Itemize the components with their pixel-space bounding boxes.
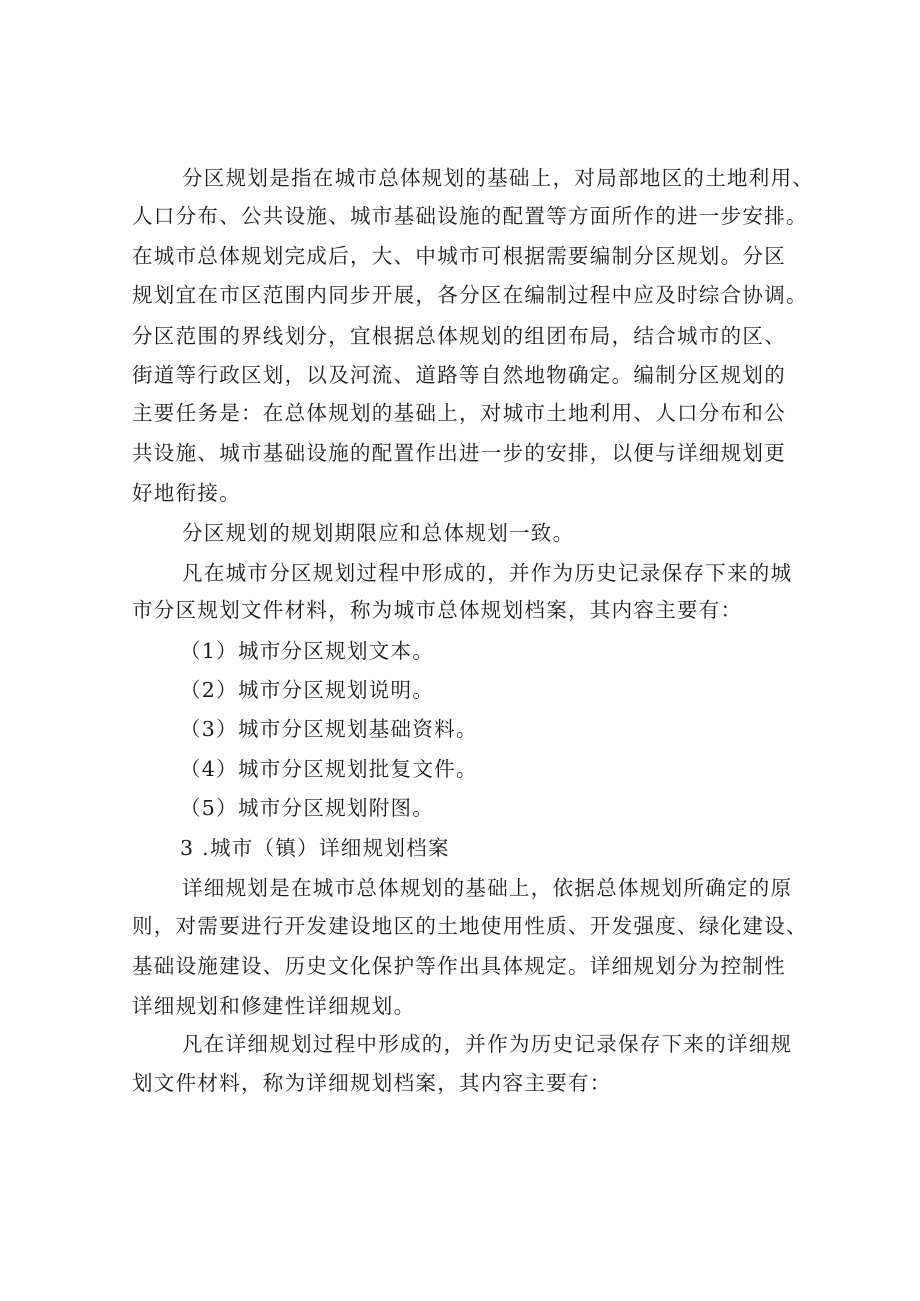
- text-line: 市分区规划文件材料，称为城市总体规划档案，其内容主要有：: [132, 598, 743, 622]
- text-line: 基础设施建设、历史文化保护等作出具体规定。详细规划分为控制性: [132, 954, 786, 978]
- text-line: 详细规划是在城市总体规划的基础上，依据总体规划所确定的原: [182, 876, 793, 900]
- text-line: 详细规划和修建性详细规划。: [132, 994, 416, 1018]
- text-line: 规划宜在市区范围内同步开展，各分区在编制过程中应及时综合协调。: [132, 283, 808, 307]
- list-item: （5）城市分区规划附图。: [180, 796, 435, 820]
- text-line: 分区规划是指在城市总体规划的基础上，对局部地区的土地利用、: [182, 166, 815, 190]
- text-line: 好地衔接。: [132, 481, 241, 505]
- text-line: 划文件材料，称为详细规划档案，其内容主要有：: [132, 1071, 612, 1095]
- text-line: 凡在城市分区规划过程中形成的，并作为历史记录保存下来的城: [182, 561, 793, 585]
- list-item: （2）城市分区规划说明。: [180, 678, 435, 702]
- text-line: 共设施、城市基础设施的配置作出进一步的安排，以便与详细规划更: [132, 441, 786, 465]
- text-line: 凡在详细规划过程中形成的，并作为历史记录保存下来的详细规: [182, 1032, 793, 1056]
- list-item: （4）城市分区规划批复文件。: [180, 757, 478, 781]
- list-item: （3）城市分区规划基础资料。: [180, 717, 478, 741]
- list-item: （1）城市分区规划文本。: [180, 639, 435, 663]
- text-line: 主要任务是：在总体规划的基础上，对城市土地利用、人口分布和公: [132, 401, 786, 425]
- text-line: 分区范围的界线划分，宜根据总体规划的组团布局，结合城市的区、: [132, 324, 786, 348]
- text-line: 分区规划的规划期限应和总体规划一致。: [182, 521, 575, 545]
- text-line: 街道等行政区划，以及河流、道路等自然地物确定。编制分区规划的: [132, 363, 786, 387]
- section-heading: 3 .城市（镇）详细规划档案: [180, 836, 450, 860]
- text-line: 则，对需要进行开发建设地区的土地使用性质、开发强度、绿化建设、: [132, 914, 808, 938]
- text-line: 在城市总体规划完成后，大、中城市可根据需要编制分区规划。分区: [132, 244, 786, 268]
- text-line: 人口分布、公共设施、城市基础设施的配置等方面所作的进一步安排。: [132, 204, 808, 228]
